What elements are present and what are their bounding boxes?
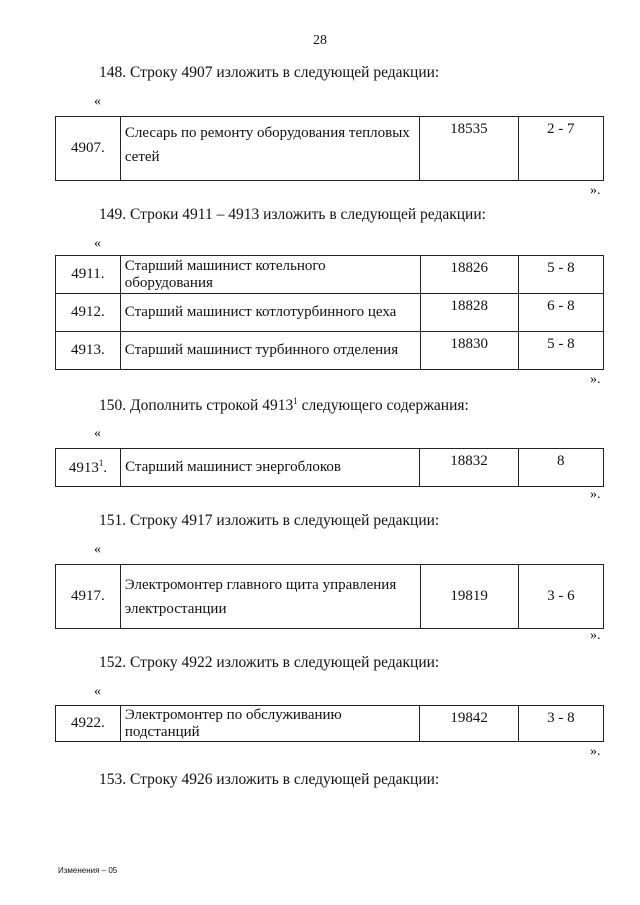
row-number-base: 4913 [68, 460, 99, 476]
table-4911-4913 [55, 255, 604, 370]
close-quote: ». [590, 628, 601, 643]
row-name [120, 565, 420, 629]
row-code: 18826 [420, 256, 518, 294]
open-quote: « [94, 236, 101, 251]
table-row [56, 294, 604, 332]
section-heading-149: 149. Строки 4911 – 4913 изложить в следующей редакции: [99, 206, 486, 223]
row-name: Старший машинист турбинного отделения [120, 332, 420, 370]
table-4907 [55, 116, 604, 181]
table-row [56, 117, 604, 181]
row-grade: 6 - 8 [518, 294, 603, 332]
section-heading-148: 148. Строку 4907 изложить в следующей редакции: [99, 64, 440, 81]
table-row [56, 256, 604, 294]
row-number: 4917. [56, 565, 121, 629]
row-name: Старший машинист котельного оборудования [120, 256, 420, 294]
table-row [56, 449, 604, 487]
close-quote: ». [590, 487, 601, 502]
row-grade: 5 - 8 [518, 256, 603, 294]
row-name-line2: электростанции [124, 600, 227, 617]
page-number: 28 [313, 33, 327, 48]
row-name: Электромонтер по обслуживанию подстанций [120, 706, 420, 742]
row-name [120, 117, 419, 181]
row-name-line1: Слесарь по ремонту оборудования тепловых [124, 125, 410, 141]
table-row [56, 565, 604, 629]
section-heading-153: 153. Строку 4926 изложить в следующей редакции: [99, 771, 440, 788]
row-name: Старший машинист котлотурбинного цеха [120, 294, 420, 332]
heading-superscript: 1 [293, 396, 298, 406]
open-quote: « [94, 542, 101, 557]
row-grade: 2 - 7 [518, 117, 603, 181]
footer-note: Изменения – 05 [58, 866, 118, 875]
table-row [56, 706, 604, 742]
row-code: 18832 [420, 449, 518, 487]
row-number: 4913. [56, 332, 121, 370]
row-name: Старший машинист энергоблоков [121, 449, 420, 487]
row-code: 18535 [420, 117, 518, 181]
row-code: 18830 [420, 332, 518, 370]
row-number: 4912. [56, 294, 121, 332]
close-quote: ». [590, 372, 601, 387]
section-heading-150 [99, 396, 469, 415]
row-grade: 3 - 8 [518, 706, 603, 742]
row-number-dot: . [103, 460, 108, 476]
close-quote: ». [590, 183, 601, 198]
row-number: 4922. [56, 706, 121, 742]
row-code: 19842 [420, 706, 518, 742]
table-4913-1 [55, 448, 604, 487]
table-row [56, 332, 604, 370]
row-code: 18828 [420, 294, 518, 332]
open-quote: « [94, 94, 101, 109]
heading-text: 150. Дополнить строкой 4913 [99, 397, 294, 415]
open-quote: « [94, 684, 101, 699]
table-4917 [55, 564, 604, 629]
section-heading-152: 152. Строку 4922 изложить в следующей редакции: [99, 654, 440, 671]
open-quote: « [94, 426, 101, 441]
row-number [56, 449, 121, 487]
row-number: 4911. [56, 256, 121, 294]
row-code: 19819 [420, 565, 518, 629]
table-4922 [55, 705, 604, 742]
row-name-line1: Электромонтер главного щита управления [124, 576, 397, 593]
row-grade: 3 - 6 [518, 565, 603, 629]
row-grade: 5 - 8 [518, 332, 603, 370]
row-name-line2: сетей [124, 149, 160, 165]
section-heading-151: 151. Строку 4917 изложить в следующей редакции: [99, 512, 440, 529]
close-quote: ». [590, 744, 601, 759]
heading-text: следующего содержания: [297, 397, 469, 415]
row-number: 4907. [56, 117, 121, 181]
row-number-superscript: 1 [98, 458, 104, 468]
row-grade: 8 [518, 449, 603, 487]
